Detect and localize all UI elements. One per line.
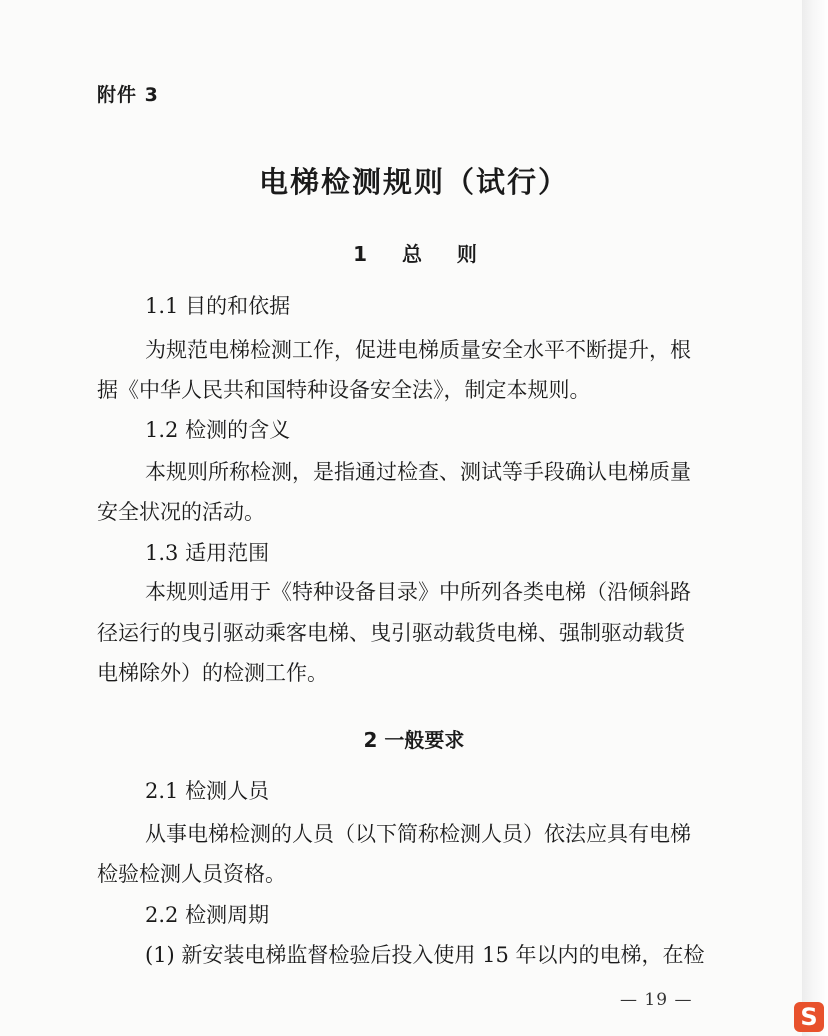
- paragraph-line: 为规范电梯检测工作，促进电梯质量安全水平不断提升，根: [145, 338, 691, 362]
- section-2-heading: 2 一般要求: [363, 728, 465, 752]
- subsection-1-3-heading: 1.3 适用范围: [145, 541, 270, 565]
- section-1-heading: 1 总 则: [353, 242, 491, 266]
- paragraph-line: 电梯除外）的检测工作。: [97, 661, 328, 685]
- sogou-logo-icon: S: [794, 1002, 824, 1032]
- subsection-1-2-heading: 1.2 检测的含义: [145, 418, 291, 442]
- paragraph-line: 径运行的曳引驱动乘客电梯、曳引驱动载货电梯、强制驱动载货: [97, 621, 685, 645]
- paragraph-line: 从事电梯检测的人员（以下简称检测人员）依法应具有电梯: [145, 822, 691, 846]
- document-title: 电梯检测规则（试行）: [258, 165, 569, 199]
- paragraph-line: 安全状况的活动。: [97, 500, 265, 524]
- paragraph-line: 本规则适用于《特种设备目录》中所列各类电梯（沿倾斜路: [145, 580, 691, 604]
- paragraph-line: 本规则所称检测，是指通过检查、测试等手段确认电梯质量: [145, 460, 691, 484]
- subsection-2-1-heading: 2.1 检测人员: [145, 779, 270, 803]
- subsection-1-1-heading: 1.1 目的和依据: [145, 294, 291, 318]
- page-edge-shadow: [802, 0, 828, 1036]
- annex-label: 附件 3: [97, 84, 159, 106]
- paragraph-line: 据《中华人民共和国特种设备安全法》，制定本规则。: [97, 378, 591, 402]
- subsection-2-2-heading: 2.2 检测周期: [145, 903, 270, 927]
- page-number: — 19 —: [620, 990, 693, 1010]
- paragraph-line: (1) 新安装电梯监督检验后投入使用 15 年以内的电梯，在检: [145, 943, 705, 967]
- paragraph-line: 检验检测人员资格。: [97, 862, 286, 886]
